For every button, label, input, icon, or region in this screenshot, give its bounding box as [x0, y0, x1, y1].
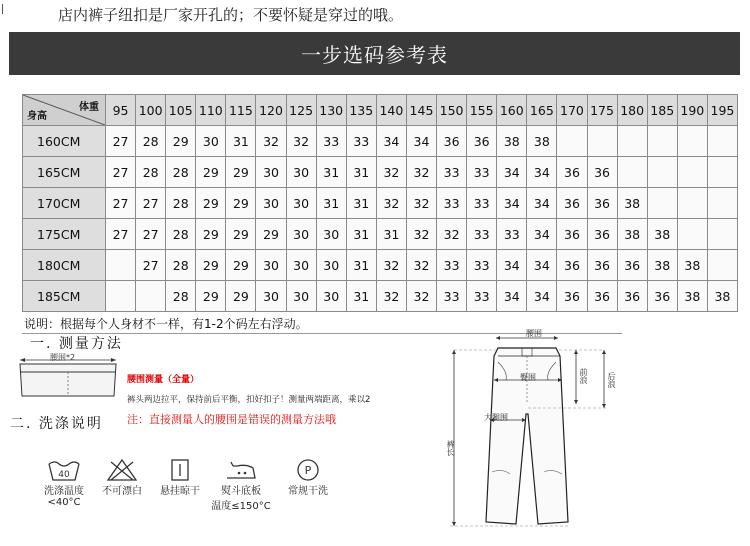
- size-cell: 36: [557, 219, 587, 250]
- size-cell: 34: [497, 157, 527, 188]
- size-cell: 34: [376, 126, 406, 157]
- weight-header-cell: 140: [376, 95, 406, 126]
- dry-clean-symbol: P: [304, 464, 312, 477]
- size-cell: 36: [587, 250, 617, 281]
- size-cell: 32: [376, 188, 406, 219]
- size-cell: 28: [166, 281, 196, 312]
- care-label: 洗涤温度: [44, 486, 84, 497]
- corner-weight-label: 体重: [79, 102, 99, 113]
- size-cell: 30: [256, 188, 286, 219]
- height-label-cell: 165CM: [23, 157, 106, 188]
- size-cell: 36: [557, 157, 587, 188]
- weight-header-cell: 165: [527, 95, 557, 126]
- size-cell: 33: [467, 188, 497, 219]
- dry-clean-icon: [291, 458, 325, 482]
- size-cell: 31: [346, 250, 376, 281]
- table-row: [23, 250, 738, 281]
- size-cell: 31: [316, 157, 346, 188]
- size-cell: 36: [437, 126, 467, 157]
- size-cell: 33: [316, 126, 346, 157]
- size-cell: [707, 157, 737, 188]
- weight-header-cell: 155: [467, 95, 497, 126]
- corner-height-label: 身高: [27, 111, 47, 122]
- height-label-cell: 160CM: [23, 126, 106, 157]
- size-cell: 28: [166, 188, 196, 219]
- iron-icon: [223, 458, 259, 482]
- size-cell: [136, 281, 166, 312]
- size-cell: 33: [437, 250, 467, 281]
- size-cell: 30: [316, 250, 346, 281]
- size-cell: 33: [497, 219, 527, 250]
- size-cell: 28: [166, 250, 196, 281]
- size-cell: 27: [106, 188, 136, 219]
- size-cell: 29: [226, 281, 256, 312]
- pants-diagram: [436, 322, 636, 544]
- notice-text: 店内裤子纽扣是厂家开孔的；不要怀疑是穿过的哦。: [58, 6, 404, 24]
- size-cell: 33: [467, 157, 497, 188]
- size-cell: 36: [557, 188, 587, 219]
- size-cell: 38: [497, 126, 527, 157]
- weight-header-cell: 110: [196, 95, 226, 126]
- size-cell: 29: [166, 126, 196, 157]
- size-cell: 36: [587, 219, 617, 250]
- weight-header-cell: 175: [587, 95, 617, 126]
- size-cell: 34: [497, 250, 527, 281]
- size-cell: [707, 250, 737, 281]
- measure-instructions: [127, 372, 427, 427]
- section-measure-heading: 一. 测量方法: [30, 336, 123, 352]
- care-sublabel: 温度≤150°C: [211, 501, 271, 512]
- size-cell: 29: [196, 281, 226, 312]
- size-cell: 36: [647, 281, 677, 312]
- size-cell: [677, 219, 707, 250]
- size-cell: 36: [617, 281, 647, 312]
- size-cell: 36: [587, 188, 617, 219]
- height-label-cell: 175CM: [23, 219, 106, 250]
- size-cell: [677, 157, 707, 188]
- size-cell: 30: [256, 250, 286, 281]
- table-corner-cell: [23, 95, 106, 126]
- weight-header-cell: 95: [106, 95, 136, 126]
- size-cell: 32: [256, 126, 286, 157]
- height-label-cell: 180CM: [23, 250, 106, 281]
- size-cell: 31: [346, 188, 376, 219]
- wash-40-icon: [47, 458, 81, 482]
- care-item-iron: [206, 458, 276, 512]
- length-dim-label: 裤长: [446, 440, 455, 456]
- weight-header-cell: 100: [136, 95, 166, 126]
- measure-text: 裤头两边拉平，保持前后平衡，扣好扣子！测量两端距离，乘以2: [127, 395, 371, 405]
- size-cell: 29: [196, 219, 226, 250]
- size-cell: 36: [617, 250, 647, 281]
- size-cell: 30: [256, 157, 286, 188]
- weight-header-cell: 160: [497, 95, 527, 126]
- weight-header-cell: 125: [286, 95, 316, 126]
- size-cell: 28: [136, 157, 166, 188]
- size-table: [22, 94, 738, 312]
- size-cell: 33: [346, 126, 376, 157]
- size-cell: 34: [497, 281, 527, 312]
- table-row: [23, 188, 738, 219]
- table-header-row: [23, 95, 738, 126]
- size-cell: [707, 188, 737, 219]
- wash-temp-symbol: 40: [58, 470, 70, 480]
- care-label: 熨斗底板: [221, 486, 261, 497]
- size-cell: 29: [226, 188, 256, 219]
- size-cell: 38: [617, 188, 647, 219]
- size-cell: [707, 126, 737, 157]
- weight-header-cell: 135: [346, 95, 376, 126]
- size-cell: 33: [467, 250, 497, 281]
- measure-title: 腰围测量（全量）: [127, 375, 200, 385]
- size-cell: [647, 188, 677, 219]
- height-label-cell: 170CM: [23, 188, 106, 219]
- size-cell: 27: [136, 188, 166, 219]
- waist-dim-label: 腰围: [526, 329, 542, 338]
- size-cell: 32: [437, 219, 467, 250]
- size-cell: 30: [256, 281, 286, 312]
- height-label-cell: 185CM: [23, 281, 106, 312]
- size-cell: 34: [406, 126, 436, 157]
- size-cell: 28: [166, 157, 196, 188]
- waist-times-two-label: 腰围*2: [50, 353, 76, 362]
- size-cell: [617, 157, 647, 188]
- no-bleach-icon: [105, 458, 139, 482]
- size-cell: 29: [226, 157, 256, 188]
- table-row: [23, 281, 738, 312]
- waistband-illustration: [16, 356, 120, 400]
- size-cell: 38: [707, 281, 737, 312]
- size-cell: 36: [557, 281, 587, 312]
- size-cell: 30: [286, 157, 316, 188]
- care-label: 不可漂白: [102, 486, 142, 497]
- size-cell: [677, 126, 707, 157]
- title-bar: [9, 32, 740, 75]
- size-cell: 29: [196, 250, 226, 281]
- size-cell: 32: [286, 126, 316, 157]
- size-cell: 28: [136, 126, 166, 157]
- size-cell: 30: [196, 126, 226, 157]
- size-cell: 36: [587, 157, 617, 188]
- size-cell: 29: [256, 219, 286, 250]
- size-cell: [707, 219, 737, 250]
- size-cell: 29: [226, 219, 256, 250]
- section-wash-heading: 二. 洗涤说明: [10, 416, 103, 432]
- size-cell: 32: [376, 157, 406, 188]
- back-rise-dim-label: 后浪: [607, 372, 616, 388]
- size-cell: 34: [527, 188, 557, 219]
- size-cell: 38: [677, 281, 707, 312]
- size-cell: 29: [196, 157, 226, 188]
- size-cell: 27: [136, 250, 166, 281]
- care-label: 常规干洗: [288, 486, 328, 497]
- weight-header-cell: 190: [677, 95, 707, 126]
- size-cell: 36: [557, 250, 587, 281]
- size-cell: 38: [527, 126, 557, 157]
- size-cell: 30: [286, 188, 316, 219]
- corner-mark: [2, 4, 6, 14]
- size-cell: 32: [376, 250, 406, 281]
- size-cell: 38: [647, 219, 677, 250]
- size-cell: 33: [437, 157, 467, 188]
- size-cell: 32: [406, 281, 436, 312]
- size-cell: [106, 281, 136, 312]
- size-cell: [587, 126, 617, 157]
- size-cell: 34: [527, 219, 557, 250]
- size-cell: 32: [406, 188, 436, 219]
- size-cell: 27: [106, 157, 136, 188]
- size-cell: 31: [346, 281, 376, 312]
- size-cell: 27: [106, 219, 136, 250]
- size-cell: 33: [437, 188, 467, 219]
- size-cell: 38: [677, 250, 707, 281]
- size-cell: 36: [467, 126, 497, 157]
- size-cell: 34: [527, 281, 557, 312]
- size-note: 说明：根据每个人身材不一样，有1-2个码左右浮动。: [24, 317, 308, 331]
- size-cell: 29: [196, 188, 226, 219]
- size-cell: 27: [136, 219, 166, 250]
- size-cell: 32: [406, 219, 436, 250]
- size-cell: 32: [406, 157, 436, 188]
- weight-header-cell: 120: [256, 95, 286, 126]
- weight-header-cell: 145: [406, 95, 436, 126]
- size-cell: [106, 250, 136, 281]
- weight-header-cell: 180: [617, 95, 647, 126]
- weight-header-cell: 150: [437, 95, 467, 126]
- size-cell: 33: [467, 219, 497, 250]
- size-cell: 36: [587, 281, 617, 312]
- care-item-dryclean: [278, 458, 338, 497]
- size-cell: 31: [346, 157, 376, 188]
- thigh-dim-label: 大腿围: [484, 413, 508, 422]
- care-item-hang: [150, 458, 210, 497]
- size-cell: [557, 126, 587, 157]
- size-cell: 33: [467, 281, 497, 312]
- size-cell: 31: [346, 219, 376, 250]
- size-cell: [647, 157, 677, 188]
- hang-dry-icon: [163, 458, 197, 482]
- weight-header-cell: 195: [707, 95, 737, 126]
- weight-header-cell: 115: [226, 95, 256, 126]
- table-row: [23, 219, 738, 250]
- size-cell: 30: [286, 219, 316, 250]
- care-item-bleach: [92, 458, 152, 497]
- size-cell: 38: [647, 250, 677, 281]
- size-cell: 34: [527, 157, 557, 188]
- size-cell: 30: [286, 281, 316, 312]
- size-cell: [647, 126, 677, 157]
- size-cell: 31: [376, 219, 406, 250]
- hip-dim-label: 臀围: [520, 373, 536, 382]
- care-label: 悬挂晾干: [160, 486, 200, 497]
- size-cell: 33: [437, 281, 467, 312]
- size-cell: 30: [286, 250, 316, 281]
- page-title: 一步选码参考表: [301, 43, 448, 67]
- size-cell: 38: [617, 219, 647, 250]
- size-cell: 32: [406, 250, 436, 281]
- size-cell: 29: [226, 250, 256, 281]
- size-cell: 31: [226, 126, 256, 157]
- size-cell: 34: [497, 188, 527, 219]
- front-rise-dim-label: 前浪: [579, 368, 588, 384]
- measure-warning: 注：直接测量人的腰围是错误的测量方法哦: [127, 413, 336, 426]
- weight-header-cell: 130: [316, 95, 346, 126]
- table-row: [23, 126, 738, 157]
- weight-header-cell: 185: [647, 95, 677, 126]
- weight-header-cell: 170: [557, 95, 587, 126]
- size-cell: [617, 126, 647, 157]
- size-cell: 34: [527, 250, 557, 281]
- size-cell: 32: [376, 281, 406, 312]
- weight-header-cell: 105: [166, 95, 196, 126]
- size-cell: 27: [106, 126, 136, 157]
- care-sublabel: <40°C: [47, 497, 81, 508]
- size-cell: 30: [316, 219, 346, 250]
- size-cell: 31: [316, 188, 346, 219]
- size-cell: 28: [166, 219, 196, 250]
- care-item-wash: [34, 458, 94, 508]
- table-row: [23, 157, 738, 188]
- size-cell: [677, 188, 707, 219]
- size-cell: 30: [316, 281, 346, 312]
